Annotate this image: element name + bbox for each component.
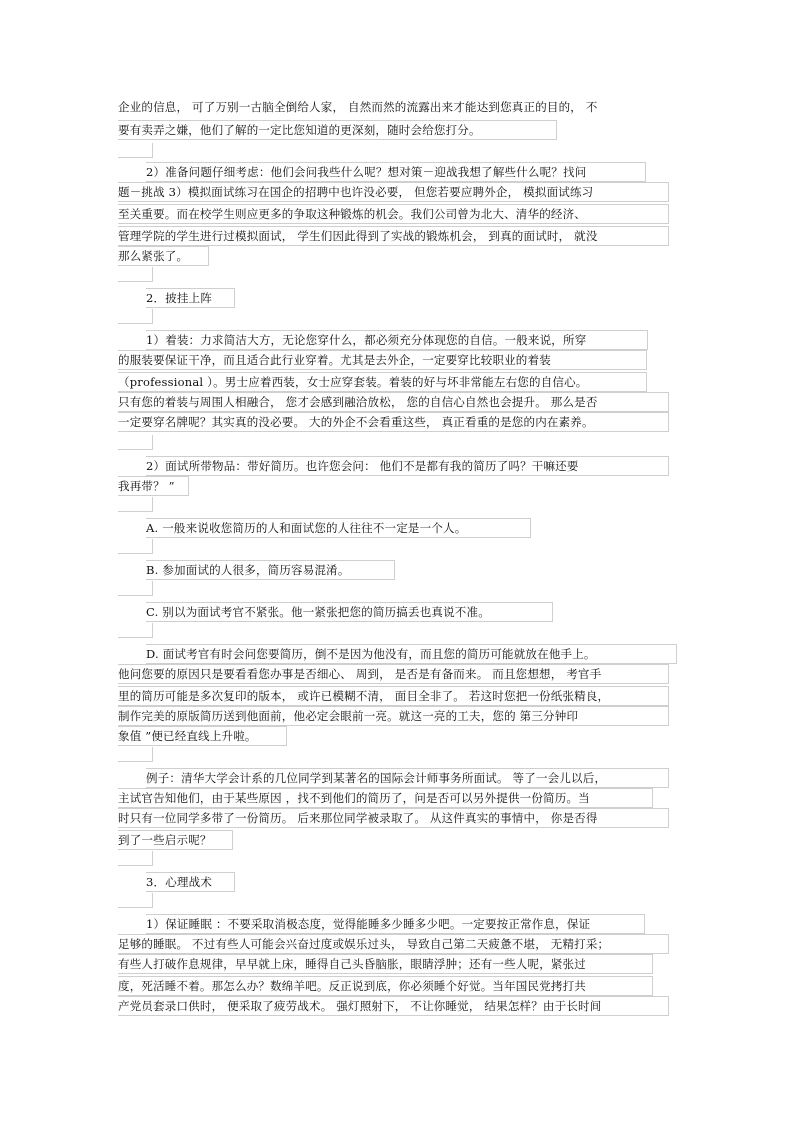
text-line-25: 有些人打破作息规律，早早就上床，睡得自己头昏脑胀，眼睛浮肿；还有一些人呢，紧张过 bbox=[118, 954, 653, 974]
text-line-24: 足够的睡眠。 不过有些人可能会兴奋过度或娱乐过头， 导致自己第二天疲惫不堪， 无精打采； bbox=[118, 934, 669, 954]
text-line-10: （professional ）。男士应着西装，女士应穿套装。着装的好与坏非常能左右您的自信心。 bbox=[118, 372, 647, 392]
text-line-7: 那么紧张了。 bbox=[118, 246, 209, 266]
paragraph-spacer bbox=[118, 497, 153, 512]
paragraph-spacer bbox=[118, 581, 153, 596]
section-heading-3: 3．心理战术 bbox=[146, 872, 235, 892]
paragraph-spacer bbox=[118, 309, 153, 324]
paragraph-spacer bbox=[118, 893, 153, 908]
text-line-2: 要有卖弄之嫌，他们了解的一定比您知道的更深刻，随时会给您打分。 bbox=[118, 120, 557, 140]
text-line-27: 产党员套录口供时， 便采取了疲劳战术。 强灯照射下， 不让你睡觉， 结果怎样？由于长时间 bbox=[118, 996, 669, 1016]
paragraph-spacer bbox=[118, 435, 153, 450]
text-line-23: 1）保证睡眠 ：不要采取消极态度，觉得能睡多少睡多少吧。一定要按正常作息，保证 bbox=[146, 914, 645, 934]
text-line-12: 一定要穿名牌呢？其实真的没必要。 大的外企不会看重这些， 真正看重的是您的内在素养。 bbox=[118, 412, 669, 432]
paragraph-spacer bbox=[118, 539, 153, 554]
text-line-26: 度，死活睡不着。那怎么办？数绵羊吧。反正说到底，你必须睡个好觉。当年国民党拷打共 bbox=[118, 976, 653, 996]
text-line-11: 只有您的着装与周围人相融合， 您才会感到融洽放松， 您的自信心自然也会提升。 那么是否 bbox=[118, 392, 669, 412]
list-item-d: D. 面试考官有时会问您要简历，倒不是因为他没有，而且您的简历可能就放在他手上。 bbox=[146, 644, 677, 664]
text-line-1: 企业的信息， 可了万别一古脑全倒给人家， 自然而然的流露出来才能达到您真正的目的， 不 bbox=[118, 100, 598, 114]
text-line-17: 制作完美的原版简历送到他面前，他必定会眼前一亮。就这一亮的工夫，您的 第三分钟印 bbox=[118, 706, 669, 726]
text-line-9: 的服装要保证干净，而且适合此行业穿着。尤其是去外企，一定要穿比较职业的着装 bbox=[118, 350, 647, 370]
paragraph-spacer bbox=[118, 747, 153, 762]
text-line-14: 我再带？ ” bbox=[118, 476, 189, 496]
text-line-20: 主试官告知他们，由于某些原因 ，找不到他们的简历了，问是否可以另外提供一份简历。当 bbox=[118, 788, 653, 808]
paragraph-spacer bbox=[118, 623, 153, 638]
text-line-5: 至关重要。而在校学生则应更多的争取这种锻炼的机会。我们公司曾为北大、清华的经济、 bbox=[118, 204, 669, 224]
text-line-16: 里的简历可能是多次复印的版本， 或许已模糊不清， 面目全非了。 若这时您把一份纸张精良， bbox=[118, 686, 669, 706]
text-line-19: 例子：清华大学会计系的几位同学到某著名的国际会计师事务所面试。 等了一会儿以后， bbox=[146, 768, 669, 788]
paragraph-spacer bbox=[118, 143, 153, 158]
text-line-4: 题－挑战 3）模拟面试练习在国企的招聘中也许没必要， 但您若要应聘外企， 模拟面试练习 bbox=[118, 182, 669, 202]
text-line-15: 他问您要的原因只是要看看您办事是否细心、 周到， 是否是有备而来。 而且您想想， 考官手 bbox=[118, 664, 669, 684]
text-line-13: 2）面试所带物品：带好简历。也许您会问： 他们不是都有我的简历了吗？干嘛还要 bbox=[146, 456, 669, 476]
list-item-c: C. 别以为面试考官不紧张。他一紧张把您的简历搞丢也真说不准。 bbox=[146, 602, 553, 622]
list-item-b: B. 参加面试的人很多，简历容易混淆。 bbox=[146, 560, 395, 580]
text-line-22: 到了一些启示呢？ bbox=[118, 830, 233, 850]
text-line-6: 管理学院的学生进行过模拟面试， 学生们因此得到了实战的锻炼机会， 到真的面试时， 就没 bbox=[118, 226, 669, 246]
text-line-3: 2）准备问题仔细考虑：他们会问我些什么呢？想对策－迎战我想了解些什么呢？找问 bbox=[146, 162, 646, 182]
paragraph-spacer bbox=[118, 851, 153, 866]
list-item-a: A. 一般来说收您简历的人和面试您的人往往不一定是一个人。 bbox=[146, 518, 531, 538]
paragraph-spacer bbox=[118, 267, 153, 282]
section-heading-2: 2．披挂上阵 bbox=[146, 288, 235, 308]
text-line-8: 1）着装：力求简洁大方，无论您穿什么，都必须充分体现您的自信。一般来说，所穿 bbox=[146, 330, 648, 350]
text-line-21: 时只有一位同学多带了一份简历。 后来那位同学被录取了。 从这件真实的事情中， 你是否得 bbox=[118, 808, 669, 828]
text-line-18: 象值 ”便已经直线上升啦。 bbox=[118, 726, 287, 746]
